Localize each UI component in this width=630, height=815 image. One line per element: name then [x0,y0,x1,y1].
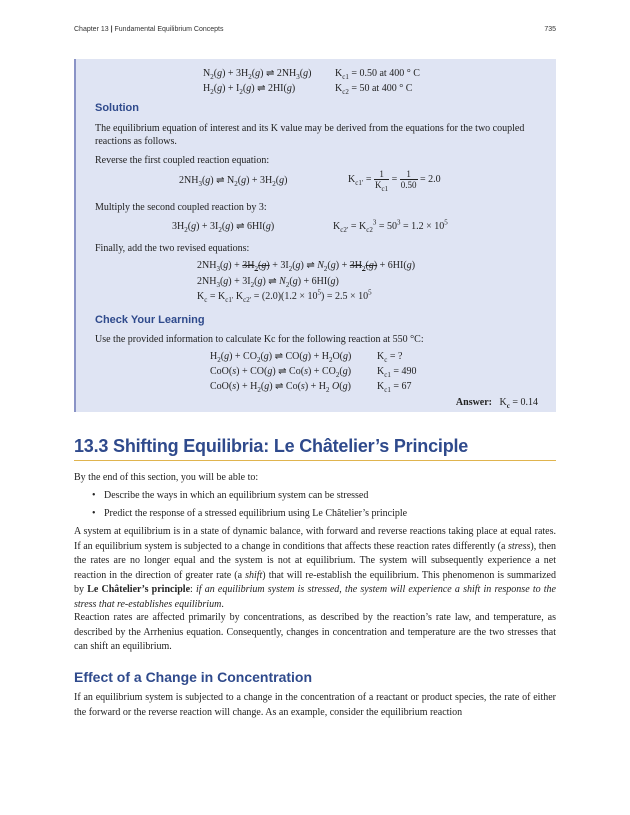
chapter-title: Fundamental Equilibrium Concepts [114,26,224,33]
overall-k: $K_c = K_{c1'}$ $K_{c2'} = (2.0)(1.2 \times 10^5) = 2.5 \times 10^5$ [197,288,372,304]
sum-equation-line-2: $2NH_3(g) + 3I_2(g)$ ⇌ $N_2(g) + 6HI(g)$ [197,276,339,289]
bullet-icon: • [92,490,96,501]
check-k-3: $K_{c1} = 67$ [377,381,412,394]
page-number: 735 [544,26,556,33]
check-your-learning-heading: Check Your Learning [95,314,205,326]
given-equation-2: $H_2(g) + I_2(g)$ ⇌ 2HI(g) [203,83,296,96]
answer-label: Answer: [455,397,493,408]
bullet-icon: • [92,508,96,519]
answer: Answer: $K_c = 0.14$ [455,397,538,410]
check-your-learning-text: Use the provided information to calculate Kc for the following reaction at 550 °C: [95,334,424,345]
reversed-k: $K_{c1'}$ = $\frac{1}{K_{c1}}$ = $\frac{1}{0.50}$ = 2.0 [348,169,441,193]
header-separator: | [110,26,113,33]
given-k1: $K_{c1} = 0.50$ at 400 ° C [335,68,420,81]
check-equation-1: $H_2(g) + CO_2(g)$ ⇌ $CO(g) + H_2O(g)$ [210,351,352,364]
solution-intro: The equilibrium equation of interest and its K value may be derived from the equations for the two coupled reactions as follows. [95,123,525,147]
section-title: 13.3 Shifting Equilibria: Le Châtelier’s Principle [74,436,469,456]
running-header [74,26,223,33]
solution-heading: Solution [95,102,139,114]
check-k-1: $K_c$ = ? [377,351,403,364]
given-k2: $K_{c2} = 50$ at 400 ° C [335,83,413,96]
section-divider [74,460,556,461]
multiplied-equation: $3H_2(g) + 3I_2(g)$ ⇌ 6HI(g) [172,221,275,234]
multiplied-k: $K_{c2'} = K_{c2}^3 = 50^3 = 1.2 \times 10^5$ [333,218,448,234]
given-equation-1: $N_2(g) + 3H_2(g)$ ⇌ $2NH_3(g)$ [203,68,312,81]
example-box [74,59,556,412]
reversed-equation: $2NH_3(g)$ ⇌ $N_2(g) + 3H_2(g)$ [179,175,288,188]
sum-equation-line-1: $2NH_3(g) + 3H_2(g) + 3I_2(g)$ ⇌ $N_2(g) + 3H_2(g) + 6HI(g)$ [197,260,416,273]
subsection-title: Effect of a Change in Concentration [74,669,313,685]
finally-text: Finally, add the two revised equations: [95,243,250,254]
check-equation-3: $CoO(s) + H_2(g)$ ⇌ $Co(s) + H_2$ O(g) [210,381,351,394]
check-equation-2: CoO(s) + CO(g) ⇌ $Co(s) + CO_2(g)$ [210,366,352,379]
key-term: Le Châtelier’s principle [87,584,191,595]
multiply-text: Multiply the second coupled reaction by 3: [95,202,267,213]
chapter-label: Chapter 13 [74,26,109,33]
objective-item: Predict the response of a stressed equilibrium using Le Châtelier’s principle [104,508,408,519]
paragraph-1: A system at equilibrium is in a state of dynamic balance, with forward and reverse reactions taking place at equal rates. If an equilibrium system is subjected to a change in conditions that affects these reaction rates differently (a stress), then the rates are no longer equal and the system is not at equilibrium. The system will subsequently experience a net reaction in the direction of greater rate (a shift) that will re-establish the equilibrium. This phenomenon is summarized by Le Châtelier’s principle: if an equilibrium system is stressed, the system will experience a shift in response to the stress that re-establishes equilibrium. [74,526,557,610]
paragraph-2: Reaction rates are affected primarily by concentrations, as described by the reaction’s rate law, and temperature, as described by the Arrhenius equation. Consequently, changes in concentration and temperature are the two stresses that can shift an equilibrium. [74,612,556,652]
paragraph-3: If an equilibrium system is subjected to a change in the concentration of a reactant or product species, the rate of either the forward or the reverse reaction will change. As an example, consider the equilibrium reaction [74,692,556,718]
check-k-2: $K_{c1} = 490$ [377,366,417,379]
objective-item: Describe the ways in which an equilibrium system can be stressed [104,490,369,501]
objectives-intro: By the end of this section, you will be able to: [74,472,259,483]
reverse-text: Reverse the first coupled reaction equation: [95,155,270,166]
